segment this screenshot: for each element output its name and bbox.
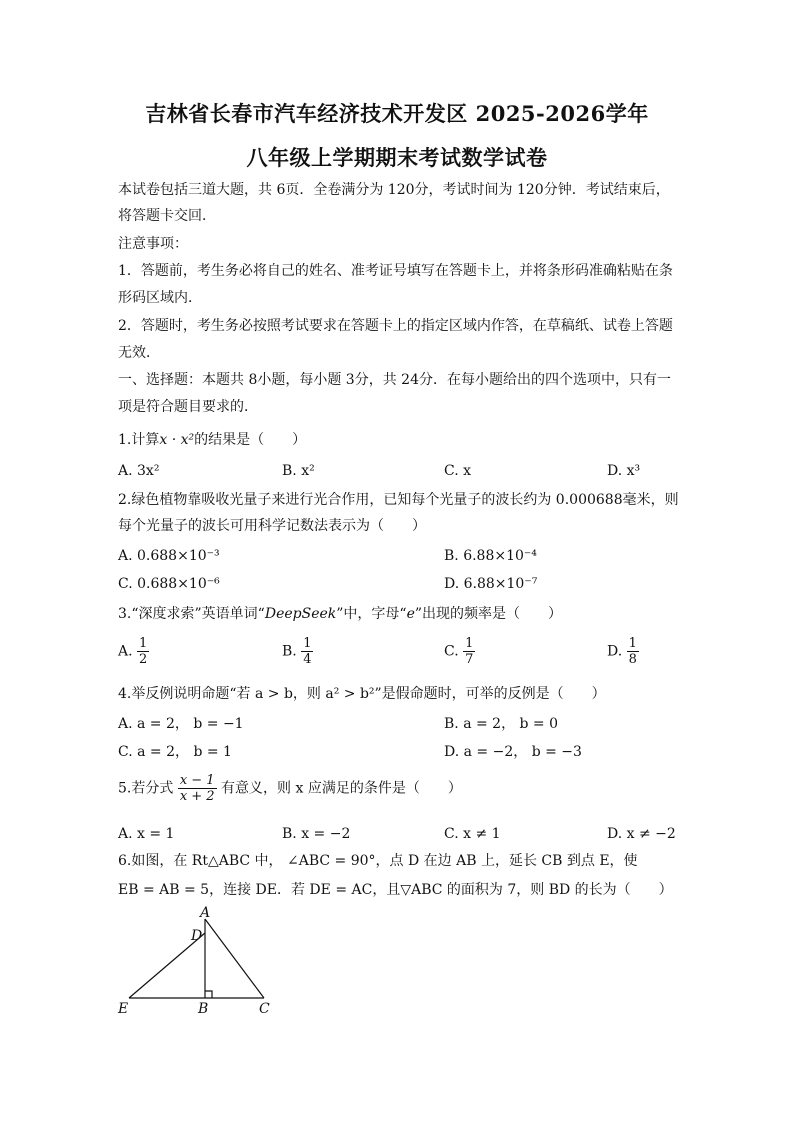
- question-6-line2: EB = AB = 5，连接 DE．若 DE = AC，且▽ABC 的面积为 7，则 BD 的长为（ ）: [118, 882, 673, 898]
- q3-option-b-label: B.: [282, 643, 297, 660]
- q2-option-b[interactable]: B. 6.88×10⁻⁴: [444, 548, 537, 564]
- fraction-denominator: 2: [139, 652, 148, 667]
- question-2-line2: 每个光量子的波长可用科学记数法表示为（ ）: [118, 518, 426, 534]
- q3-middle: ”中，字母“: [336, 606, 407, 622]
- q3-option-a[interactable]: [118, 636, 149, 667]
- fraction-numerator: 1: [303, 636, 312, 651]
- notice-2-line2: 无效．: [118, 345, 160, 361]
- q5-fraction: [178, 773, 217, 804]
- q2-option-d[interactable]: D. 6.88×10⁻⁷: [444, 576, 538, 592]
- q3-option-d[interactable]: [607, 636, 639, 667]
- label-e: E: [118, 1001, 129, 1017]
- q5-suffix: 有意义，则 x 应满足的条件是（ ）: [221, 780, 462, 797]
- q3-option-c-label: C.: [444, 643, 459, 660]
- q3-prefix: 3.“深度求索”英语单词“: [118, 606, 265, 622]
- intro-line1: 本试卷包括三道大题，共 6页．全卷满分为 120分，考试时间为 120分钟．考试结束后，: [118, 182, 670, 198]
- label-a: A: [200, 905, 211, 921]
- intro-line2: 将答题卡交回．: [118, 208, 216, 224]
- notice-heading: 注意事项：: [118, 236, 188, 252]
- q3-option-b-fraction: [301, 636, 313, 667]
- fraction-denominator: 4: [303, 652, 312, 667]
- label-b: B: [198, 1001, 209, 1017]
- q5-prefix: 5.若分式: [118, 780, 174, 797]
- q4-option-a[interactable]: A. a = 2， b = −1: [118, 716, 244, 732]
- question-2-line1: 2.绿色植物靠吸收光量子来进行光合作用，已知每个光量子的波长约为 0.000688毫米，则: [118, 492, 679, 508]
- q5-option-d[interactable]: D. x ≠ −2: [607, 826, 676, 842]
- q3-option-b[interactable]: [282, 636, 313, 667]
- q5-option-c[interactable]: C. x ≠ 1: [444, 826, 501, 842]
- question-4: 4.举反例说明命题“若 a > b，则 a² > b²”是假命题时，可举的反例是（ ）: [118, 686, 606, 702]
- q5-option-a[interactable]: A. x = 1: [118, 826, 175, 842]
- q4-option-d[interactable]: D. a = −2， b = −3: [444, 744, 582, 760]
- notice-1-line2: 形码区域内．: [118, 290, 202, 306]
- q1-suffix: 的结果是（ ）: [194, 432, 307, 448]
- q5-option-b[interactable]: B. x = −2: [282, 826, 351, 842]
- section1-heading-line1: 一、选择题：本题共 8小题，每小题 3分，共 24分．在每小题给出的四个选项中，只有一: [118, 372, 671, 388]
- question-5: [118, 773, 462, 804]
- q3-option-c[interactable]: [444, 636, 475, 667]
- label-d: D: [191, 928, 203, 944]
- q6-triangle-figure: [110, 905, 280, 1020]
- q1-option-b[interactable]: B. x²: [282, 463, 315, 479]
- q1-option-a[interactable]: A. 3x²: [118, 463, 160, 479]
- q3-word: DeepSeek: [264, 606, 337, 622]
- fraction-denominator: 8: [628, 652, 637, 667]
- q3-option-d-fraction: [627, 636, 639, 667]
- fraction-numerator: 1: [628, 636, 637, 651]
- q2-option-c[interactable]: C. 0.688×10⁻⁶: [118, 576, 220, 592]
- fraction-numerator: x − 1: [179, 773, 215, 788]
- notice-2-line1: 2．答题时，考生务必按照考试要求在答题卡上的指定区域内作答，在草稿纸、试卷上答题: [118, 318, 673, 334]
- q1-prefix: 1.计算: [118, 432, 160, 448]
- q3-option-c-fraction: [463, 636, 475, 667]
- right-angle-mark: [205, 991, 212, 998]
- q4-option-b[interactable]: B. a = 2， b = 0: [444, 716, 559, 732]
- q3-suffix: ”出现的频率是（ ）: [414, 606, 563, 622]
- section1-heading-line2: 项是符合题目要求的．: [118, 399, 258, 415]
- question-6-line1: 6.如图，在 Rt△ABC 中， ∠ABC = 90°，点 D 在边 AB 上，延长 CB 到点 E，使: [118, 853, 638, 869]
- q1-option-c[interactable]: C. x: [444, 463, 472, 479]
- exam-title-line1: 吉林省长春市汽车经济技术开发区 2025-2026学年: [145, 101, 649, 126]
- q3-option-a-label: A.: [118, 643, 133, 660]
- q4-option-c[interactable]: C. a = 2， b = 1: [118, 744, 232, 760]
- q3-letter: e: [406, 606, 415, 622]
- q3-option-d-label: D.: [607, 643, 623, 660]
- fraction-denominator: 7: [465, 652, 474, 667]
- notice-1-line1: 1．答题前，考生务必将自己的姓名、准考证号填写在答题卡上，并将条形码准确粘贴在条: [118, 263, 673, 279]
- q2-option-a[interactable]: A. 0.688×10⁻³: [118, 548, 220, 564]
- question-3: [118, 604, 562, 624]
- fraction-numerator: 1: [465, 636, 474, 651]
- q1-expression: x · x²: [159, 432, 195, 448]
- q1-option-d[interactable]: D. x³: [607, 463, 641, 479]
- label-c: C: [259, 1001, 270, 1017]
- q3-option-a-fraction: [137, 636, 149, 667]
- question-1: [118, 430, 306, 450]
- fraction-denominator: x + 2: [179, 789, 215, 804]
- fraction-numerator: 1: [139, 636, 148, 651]
- segment-ac: [205, 919, 264, 998]
- exam-title-line2: 八年级上学期期末考试数学试卷: [246, 145, 548, 170]
